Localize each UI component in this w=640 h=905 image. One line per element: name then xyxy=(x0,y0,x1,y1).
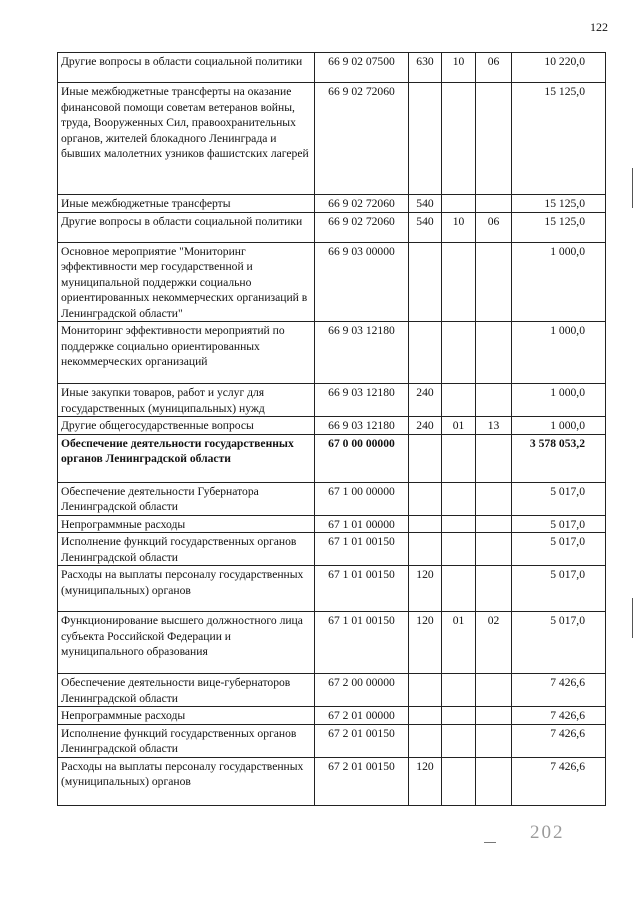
row-code-cell: 67 0 00 00000 xyxy=(315,434,409,482)
row-sum-cell: 7 426,6 xyxy=(512,724,606,757)
row-name-cell: Исполнение функций государственных органов Ленинградской области xyxy=(58,724,315,757)
row-section-cell xyxy=(442,724,476,757)
budget-table xyxy=(57,52,606,806)
row-section-cell xyxy=(442,482,476,515)
row-code-cell: 67 1 01 00150 xyxy=(315,612,409,674)
row-sum-cell: 5 017,0 xyxy=(512,482,606,515)
table-row xyxy=(58,515,606,533)
row-subsection-cell xyxy=(476,724,512,757)
table-row xyxy=(58,417,606,435)
row-subsection-cell: 06 xyxy=(476,212,512,242)
table-row xyxy=(58,724,606,757)
row-name-cell: Основное мероприятие "Мониторинг эффективности мер государственной и муниципальной поддержки социально ориентированных некоммерческих организаций в Ленинградской области" xyxy=(58,242,315,322)
row-code-cell: 66 9 03 12180 xyxy=(315,384,409,417)
row-subsection-cell xyxy=(476,434,512,482)
row-code-cell: 66 9 03 00000 xyxy=(315,242,409,322)
table-row xyxy=(58,434,606,482)
table-row xyxy=(58,533,606,566)
row-name-cell: Обеспечение деятельности Губернатора Ленинградской области xyxy=(58,482,315,515)
row-type-cell xyxy=(409,533,442,566)
row-subsection-cell xyxy=(476,707,512,725)
table-row xyxy=(58,322,606,384)
row-type-cell xyxy=(409,724,442,757)
row-type-cell: 240 xyxy=(409,417,442,435)
row-sum-cell: 7 426,6 xyxy=(512,757,606,805)
row-type-cell: 120 xyxy=(409,566,442,612)
row-name-cell: Расходы на выплаты персоналу государственных (муниципальных) органов xyxy=(58,566,315,612)
row-name-cell: Обеспечение деятельности вице-губернаторов Ленинградской области xyxy=(58,674,315,707)
row-name-cell: Другие вопросы в области социальной политики xyxy=(58,212,315,242)
row-subsection-cell xyxy=(476,83,512,195)
row-name-cell: Иные межбюджетные трансферты xyxy=(58,195,315,213)
table-row xyxy=(58,674,606,707)
row-name-cell: Расходы на выплаты персоналу государственных (муниципальных) органов xyxy=(58,757,315,805)
row-section-cell xyxy=(442,384,476,417)
row-section-cell: 10 xyxy=(442,53,476,83)
row-type-cell: 540 xyxy=(409,195,442,213)
table-row xyxy=(58,707,606,725)
row-code-cell: 66 9 02 72060 xyxy=(315,212,409,242)
row-type-cell xyxy=(409,242,442,322)
row-sum-cell: 5 017,0 xyxy=(512,533,606,566)
row-type-cell xyxy=(409,674,442,707)
row-subsection-cell xyxy=(476,384,512,417)
row-subsection-cell xyxy=(476,322,512,384)
row-name-cell: Мониторинг эффективности мероприятий по поддержке социально ориентированных некоммерческих организаций xyxy=(58,322,315,384)
row-type-cell: 240 xyxy=(409,384,442,417)
row-section-cell: 01 xyxy=(442,417,476,435)
row-sum-cell: 3 578 053,2 xyxy=(512,434,606,482)
row-sum-cell: 15 125,0 xyxy=(512,83,606,195)
row-subsection-cell: 02 xyxy=(476,612,512,674)
row-type-cell: 630 xyxy=(409,53,442,83)
margin-mark xyxy=(632,168,633,208)
row-section-cell xyxy=(442,195,476,213)
row-subsection-cell xyxy=(476,515,512,533)
row-code-cell: 67 2 01 00000 xyxy=(315,707,409,725)
row-code-cell: 67 2 00 00000 xyxy=(315,674,409,707)
row-name-cell: Обеспечение деятельности государственных органов Ленинградской области xyxy=(58,434,315,482)
stamp-number: 202 xyxy=(530,822,565,843)
margin-mark xyxy=(632,598,633,638)
row-subsection-cell: 13 xyxy=(476,417,512,435)
row-code-cell: 67 2 01 00150 xyxy=(315,757,409,805)
row-type-cell xyxy=(409,434,442,482)
row-section-cell xyxy=(442,242,476,322)
table-row xyxy=(58,83,606,195)
row-sum-cell: 7 426,6 xyxy=(512,674,606,707)
table-row xyxy=(58,212,606,242)
row-code-cell: 67 1 00 00000 xyxy=(315,482,409,515)
row-sum-cell: 1 000,0 xyxy=(512,384,606,417)
row-subsection-cell: 06 xyxy=(476,53,512,83)
row-section-cell xyxy=(442,757,476,805)
row-sum-cell: 1 000,0 xyxy=(512,242,606,322)
row-sum-cell: 15 125,0 xyxy=(512,195,606,213)
row-subsection-cell xyxy=(476,533,512,566)
row-subsection-cell xyxy=(476,566,512,612)
row-section-cell: 01 xyxy=(442,612,476,674)
row-name-cell: Исполнение функций государственных органов Ленинградской области xyxy=(58,533,315,566)
row-code-cell: 67 1 01 00150 xyxy=(315,566,409,612)
row-name-cell: Другие общегосударственные вопросы xyxy=(58,417,315,435)
row-sum-cell: 10 220,0 xyxy=(512,53,606,83)
table-row xyxy=(58,242,606,322)
row-type-cell: 120 xyxy=(409,612,442,674)
row-name-cell: Иные закупки товаров, работ и услуг для государственных (муниципальных) нужд xyxy=(58,384,315,417)
row-sum-cell: 7 426,6 xyxy=(512,707,606,725)
table-row xyxy=(58,195,606,213)
row-sum-cell: 5 017,0 xyxy=(512,515,606,533)
row-subsection-cell xyxy=(476,242,512,322)
table-row xyxy=(58,53,606,83)
row-code-cell: 66 9 02 07500 xyxy=(315,53,409,83)
row-section-cell xyxy=(442,707,476,725)
row-section-cell xyxy=(442,83,476,195)
row-name-cell: Другие вопросы в области социальной политики xyxy=(58,53,315,83)
row-code-cell: 67 1 01 00150 xyxy=(315,533,409,566)
row-section-cell xyxy=(442,566,476,612)
row-code-cell: 67 2 01 00150 xyxy=(315,724,409,757)
page-number: 122 xyxy=(590,20,608,34)
row-sum-cell: 5 017,0 xyxy=(512,566,606,612)
row-type-cell: 120 xyxy=(409,757,442,805)
table-row xyxy=(58,612,606,674)
row-code-cell: 66 9 02 72060 xyxy=(315,195,409,213)
row-sum-cell: 15 125,0 xyxy=(512,212,606,242)
row-name-cell: Непрограммные расходы xyxy=(58,515,315,533)
row-subsection-cell xyxy=(476,195,512,213)
row-subsection-cell xyxy=(476,482,512,515)
table-row xyxy=(58,384,606,417)
row-subsection-cell xyxy=(476,674,512,707)
row-section-cell xyxy=(442,322,476,384)
row-type-cell xyxy=(409,515,442,533)
row-type-cell xyxy=(409,707,442,725)
budget-table-body xyxy=(58,53,606,806)
row-code-cell: 66 9 03 12180 xyxy=(315,322,409,384)
margin-dash xyxy=(484,842,496,843)
row-name-cell: Функционирование высшего должностного лица субъекта Российской Федерации и муниципального образования xyxy=(58,612,315,674)
row-sum-cell: 1 000,0 xyxy=(512,322,606,384)
row-type-cell: 540 xyxy=(409,212,442,242)
row-type-cell xyxy=(409,482,442,515)
row-section-cell xyxy=(442,515,476,533)
row-sum-cell: 1 000,0 xyxy=(512,417,606,435)
row-section-cell xyxy=(442,674,476,707)
row-name-cell: Непрограммные расходы xyxy=(58,707,315,725)
table-row xyxy=(58,757,606,805)
row-code-cell: 66 9 03 12180 xyxy=(315,417,409,435)
table-row xyxy=(58,566,606,612)
row-section-cell xyxy=(442,434,476,482)
row-code-cell: 67 1 01 00000 xyxy=(315,515,409,533)
row-section-cell xyxy=(442,533,476,566)
row-type-cell xyxy=(409,83,442,195)
row-type-cell xyxy=(409,322,442,384)
row-code-cell: 66 9 02 72060 xyxy=(315,83,409,195)
row-section-cell: 10 xyxy=(442,212,476,242)
row-sum-cell: 5 017,0 xyxy=(512,612,606,674)
table-row xyxy=(58,482,606,515)
row-name-cell: Иные межбюджетные трансферты на оказание финансовой помощи советам ветеранов войны, труда, Вооруженных Сил, правоохранительных органов, жителей блокадного Ленинграда и бывших малолетних узников фашистских лагерей xyxy=(58,83,315,195)
row-subsection-cell xyxy=(476,757,512,805)
